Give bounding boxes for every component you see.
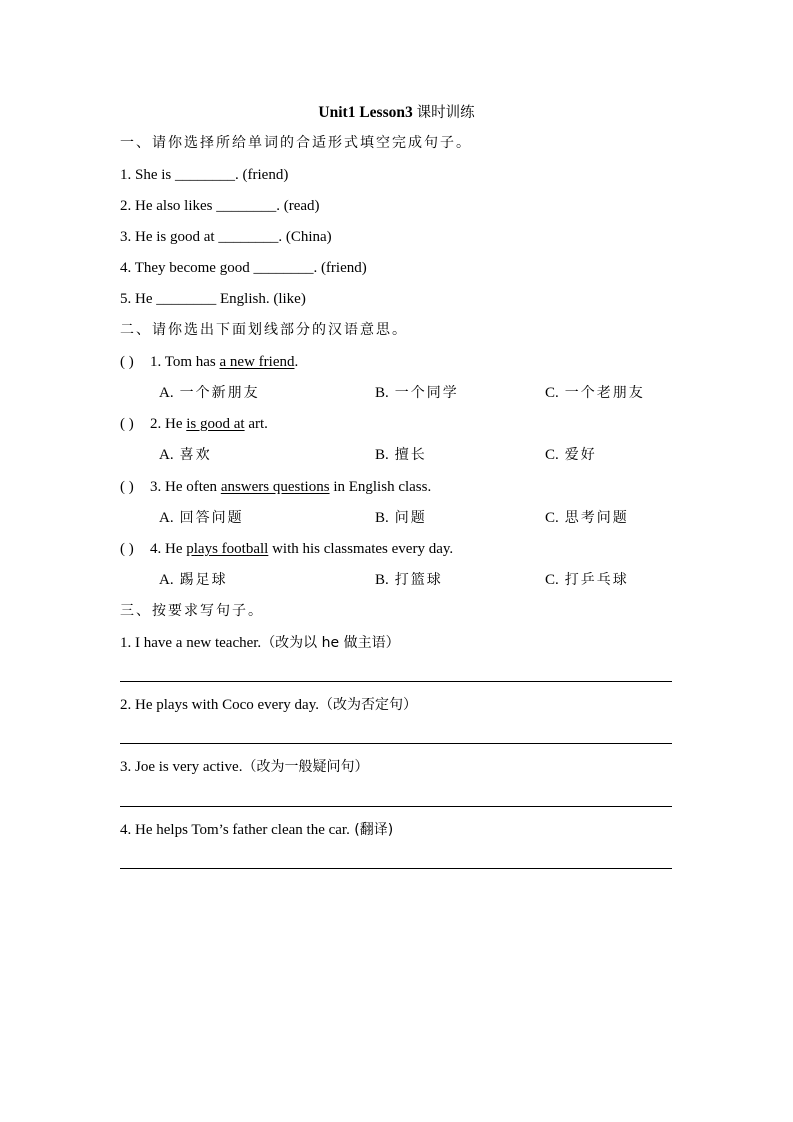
answer-paren: ( ): [120, 541, 134, 557]
choice-question-3: [120, 477, 431, 497]
answer-line-4[interactable]: [120, 868, 672, 869]
option-letter: A.: [159, 447, 174, 463]
option-a: [159, 383, 260, 403]
fill-blank-item-4: 4. They become good ________. (friend): [120, 260, 367, 276]
title-cn: 课时训练: [416, 105, 475, 121]
rewrite-sentence: 2. He plays with Coco every day.: [120, 697, 319, 713]
option-text: 一个老朋友: [564, 385, 645, 401]
question-pre: 4. He: [150, 541, 187, 557]
option-letter: B.: [375, 510, 389, 526]
rewrite-item-4: [120, 820, 393, 840]
question-post: art.: [244, 416, 268, 432]
option-letter: B.: [375, 447, 389, 463]
answer-line-1[interactable]: [120, 681, 672, 682]
option-letter: A.: [159, 385, 174, 401]
option-text: 一个同学: [394, 385, 459, 401]
title-main: Unit1 Lesson3: [318, 104, 413, 121]
choice-question-1: [120, 352, 298, 372]
option-text: 打篮球: [394, 572, 443, 588]
option-b: [375, 383, 459, 403]
option-letter: C.: [545, 572, 559, 588]
rewrite-item-1: [120, 633, 400, 653]
answer-line-2[interactable]: [120, 743, 672, 744]
option-a: [159, 508, 244, 528]
option-c: [545, 445, 597, 465]
option-letter: B.: [375, 385, 389, 401]
fill-blank-item-2: 2. He also likes ________. (read): [120, 198, 320, 214]
option-a: [159, 445, 212, 465]
rewrite-instruction: (翻译): [349, 822, 394, 838]
question-pre: 3. He often: [150, 479, 221, 495]
option-letter: C.: [545, 447, 559, 463]
rewrite-item-2: [120, 695, 417, 715]
option-text: 问题: [394, 510, 427, 526]
rewrite-instruction: （改为以 he 做主语）: [261, 635, 400, 651]
rewrite-instruction: （改为否定句）: [318, 697, 417, 713]
answer-paren: ( ): [120, 354, 134, 370]
section2-heading: 二、请你选出下面划线部分的汉语意思。: [120, 322, 408, 338]
rewrite-item-3: [120, 757, 368, 777]
option-text: 擅长: [394, 447, 427, 463]
answer-line-3[interactable]: [120, 806, 672, 807]
option-a: [159, 570, 228, 590]
question-underlined: plays football: [186, 541, 269, 557]
question-post: in English class.: [329, 479, 432, 495]
answer-paren: ( ): [120, 416, 134, 432]
rewrite-sentence: 4. He helps Tom’s father clean the car.: [120, 822, 350, 838]
question-pre: 2. He: [150, 416, 187, 432]
fill-blank-item-5: 5. He ________ English. (like): [120, 291, 306, 307]
option-letter: C.: [545, 385, 559, 401]
option-b: [375, 570, 443, 590]
question-post: .: [294, 354, 299, 370]
choice-question-4: [120, 539, 453, 559]
rewrite-instruction: （改为一般疑问句）: [242, 759, 369, 775]
option-text: 思考问题: [564, 510, 629, 526]
option-b: [375, 508, 427, 528]
page-title: [0, 102, 793, 124]
answer-paren: ( ): [120, 479, 134, 495]
option-text: 爱好: [564, 447, 597, 463]
fill-blank-item-1: 1. She is ________. (friend): [120, 167, 289, 183]
fill-blank-item-3: 3. He is good at ________. (China): [120, 229, 332, 245]
option-c: [545, 508, 629, 528]
option-text: 踢足球: [179, 572, 228, 588]
option-c: [545, 570, 629, 590]
option-c: [545, 383, 645, 403]
option-b: [375, 445, 427, 465]
question-underlined: a new friend: [219, 354, 295, 370]
section1-heading: 一、请你选择所给单词的合适形式填空完成句子。: [120, 135, 472, 151]
question-post: with his classmates every day.: [268, 541, 454, 557]
question-pre: 1. Tom has: [150, 354, 220, 370]
section3-heading: 三、按要求写句子。: [120, 603, 264, 619]
choice-question-2: [120, 414, 268, 434]
option-letter: A.: [159, 572, 174, 588]
rewrite-sentence: 1. I have a new teacher.: [120, 635, 262, 651]
rewrite-sentence: 3. Joe is very active.: [120, 759, 243, 775]
option-letter: A.: [159, 510, 174, 526]
option-text: 打乒乓球: [564, 572, 629, 588]
question-underlined: answers questions: [220, 479, 330, 495]
option-text: 回答问题: [179, 510, 244, 526]
question-underlined: is good at: [186, 416, 245, 432]
option-letter: B.: [375, 572, 389, 588]
option-text: 一个新朋友: [179, 385, 260, 401]
option-letter: C.: [545, 510, 559, 526]
option-text: 喜欢: [179, 447, 212, 463]
